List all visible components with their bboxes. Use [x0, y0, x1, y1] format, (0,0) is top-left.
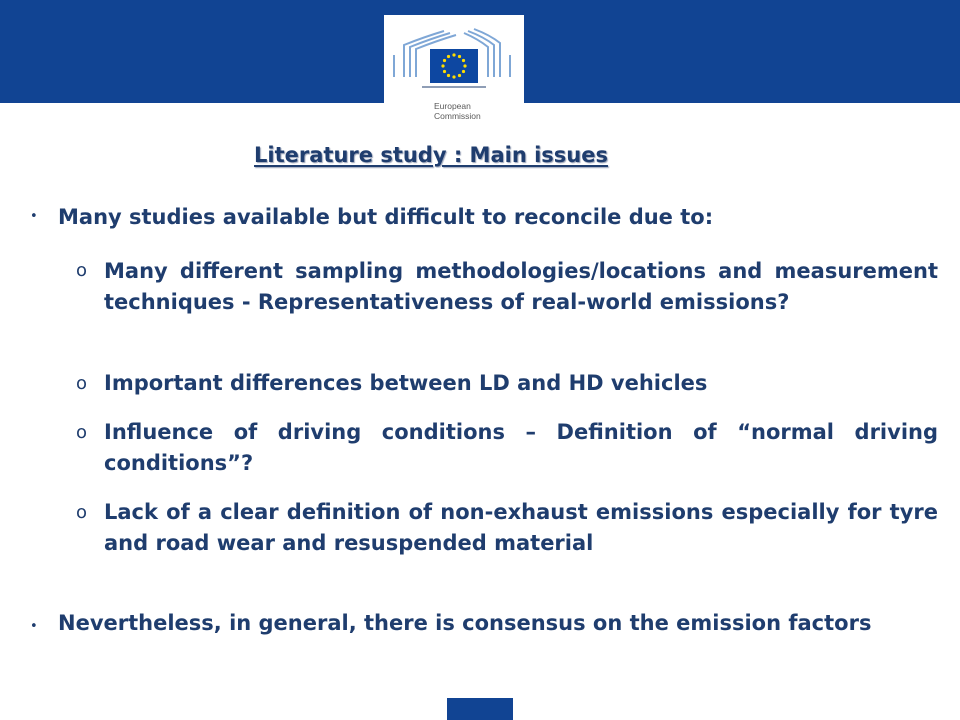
european-commission-logo — [384, 15, 524, 135]
slide-title: Literature study : Main issues — [254, 143, 608, 167]
sub-item-1: Many different sampling methodologies/locations and measurement techniques - Representativeness of real-world emissions? — [104, 259, 938, 314]
sub-marker: o — [76, 422, 88, 443]
sub-marker: o — [76, 373, 88, 394]
sub-marker: o — [76, 260, 88, 281]
bullet-marker: • — [30, 209, 38, 224]
building-flag-icon — [384, 15, 524, 99]
footer-tab — [447, 698, 513, 720]
sub-item-3: Influence of driving conditions – Definition of “normal driving conditions”? — [104, 420, 938, 475]
bullet-1-text: Many studies available but difficult to reconcile due to: — [58, 205, 714, 229]
logo-line-1: European — [434, 101, 471, 111]
logo-text — [434, 101, 481, 121]
bullet-marker: • — [30, 619, 38, 634]
sub-item-2: Important differences between LD and HD vehicles — [104, 371, 708, 395]
sub-item-4: Lack of a clear definition of non-exhaust emissions especially for tyre and road wear and resuspended material — [104, 500, 938, 555]
logo-line-2: Commission — [434, 111, 481, 121]
bullet-2-text: Nevertheless, in general, there is consensus on the emission factors — [58, 611, 872, 635]
sub-marker: o — [76, 502, 88, 523]
